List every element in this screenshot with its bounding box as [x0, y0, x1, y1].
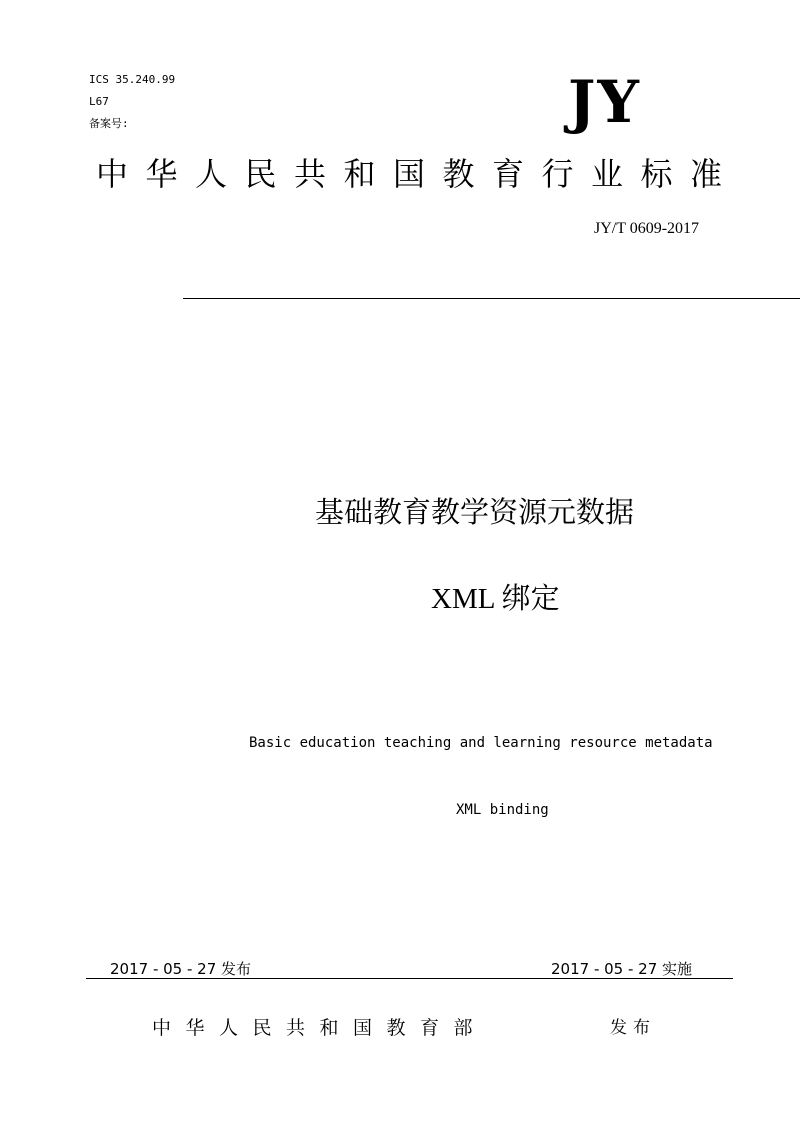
implementation-date: 2017 - 05 - 27 实施 [551, 960, 693, 978]
issuing-authority: 中华人民共和国教育部 [152, 1017, 488, 1039]
ics-code: ICS 35.240.99 [89, 73, 176, 86]
issue-date: 2017 - 05 - 27 发布 [110, 960, 252, 978]
document-title-chinese: 基础教育教学资源元数据 [315, 495, 635, 529]
document-subtitle-chinese: XML 绑定 [431, 583, 560, 615]
issued-label: 发布 [610, 1018, 656, 1038]
jy-logo: JY [568, 68, 641, 136]
footer-divider [86, 978, 733, 979]
document-subtitle-english: XML binding [456, 802, 549, 818]
document-title-english: Basic education teaching and learning resource metadata [249, 735, 713, 751]
classification-code: L67 [89, 95, 109, 108]
filing-number-label: 备案号: [89, 117, 129, 130]
standard-number: JY/T 0609-2017 [594, 220, 700, 237]
header-divider [183, 298, 800, 299]
standard-category-title: 中华人民共和国教育行业标准 [96, 155, 740, 193]
